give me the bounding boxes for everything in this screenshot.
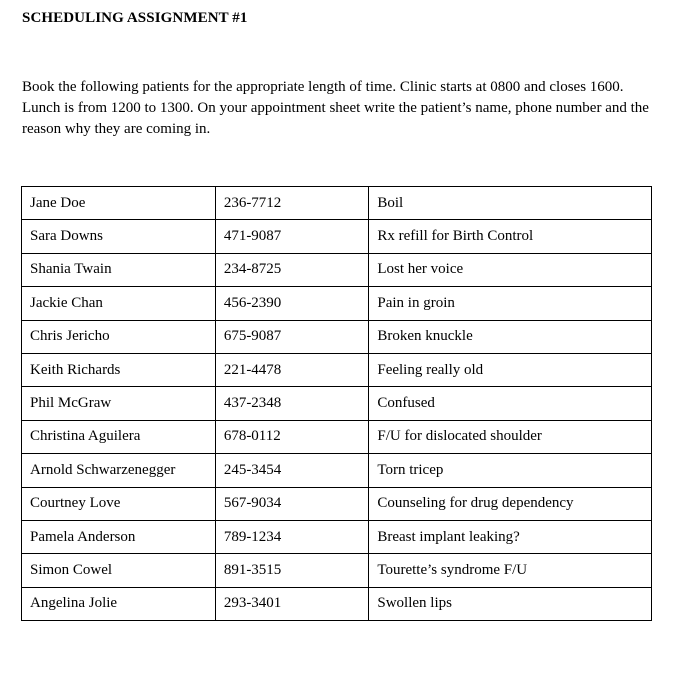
table-row [22,187,652,220]
patient-phone-cell: 437-2348 [215,387,369,420]
patient-name-cell: Courtney Love [22,487,216,520]
patient-reason-cell: Rx refill for Birth Control [369,220,652,253]
patient-phone-cell: 236-7712 [215,187,369,220]
patient-name-cell: Sara Downs [22,220,216,253]
table-row [22,520,652,553]
patient-reason-cell: Confused [369,387,652,420]
patient-reason-cell: Broken knuckle [369,320,652,353]
patient-phone-cell: 678-0112 [215,420,369,453]
patient-phone-cell: 789-1234 [215,520,369,553]
table-row [22,287,652,320]
patient-phone-cell: 471-9087 [215,220,369,253]
patient-name-cell: Keith Richards [22,353,216,386]
table-row [22,220,652,253]
patient-phone-cell: 456-2390 [215,287,369,320]
patient-reason-cell: Tourette’s syndrome F/U [369,554,652,587]
patient-name-cell: Jane Doe [22,187,216,220]
patient-reason-cell: F/U for dislocated shoulder [369,420,652,453]
patient-table [21,186,652,621]
table-row [22,353,652,386]
patient-phone-cell: 221-4478 [215,353,369,386]
patient-phone-cell: 891-3515 [215,554,369,587]
patient-name-cell: Chris Jericho [22,320,216,353]
patient-phone-cell: 567-9034 [215,487,369,520]
patient-reason-cell: Feeling really old [369,353,652,386]
patient-name-cell: Angelina Jolie [22,587,216,620]
patient-name-cell: Shania Twain [22,253,216,286]
patient-phone-cell: 293-3401 [215,587,369,620]
table-row [22,487,652,520]
page-title: SCHEDULING ASSIGNMENT #1 [22,10,248,26]
patient-reason-cell: Boil [369,187,652,220]
patient-name-cell: Phil McGraw [22,387,216,420]
patient-name-cell: Pamela Anderson [22,520,216,553]
patient-name-cell: Christina Aguilera [22,420,216,453]
patient-name-cell: Arnold Schwarzenegger [22,454,216,487]
patient-phone-cell: 245-3454 [215,454,369,487]
patient-name-cell: Jackie Chan [22,287,216,320]
patient-reason-cell: Breast implant leaking? [369,520,652,553]
table-row [22,587,652,620]
table-row [22,387,652,420]
patient-reason-cell: Pain in groin [369,287,652,320]
table-row [22,454,652,487]
patient-reason-cell: Torn tricep [369,454,652,487]
table-row [22,554,652,587]
patient-name-cell: Simon Cowel [22,554,216,587]
patient-phone-cell: 675-9087 [215,320,369,353]
patient-reason-cell: Counseling for drug dependency [369,487,652,520]
table-row [22,420,652,453]
instructions-paragraph: Book the following patients for the appropriate length of time. Clinic starts at 0800 and closes 1600. Lunch is from 1200 to 1300. On your appointment sheet write the patient’s name, phone number and the reason why they are coming in. [22,79,649,137]
table-row [22,253,652,286]
patient-reason-cell: Swollen lips [369,587,652,620]
table-row [22,320,652,353]
patient-phone-cell: 234-8725 [215,253,369,286]
patient-reason-cell: Lost her voice [369,253,652,286]
